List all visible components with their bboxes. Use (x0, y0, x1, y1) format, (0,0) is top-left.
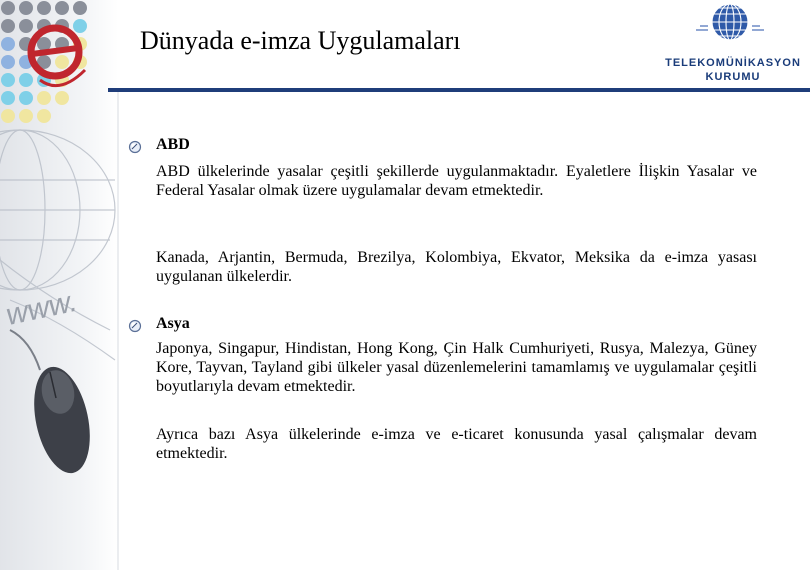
decorative-dot (1, 1, 15, 15)
decorative-dot (19, 73, 33, 87)
decorative-dot (19, 109, 33, 123)
section-heading-abd: ABD (156, 136, 190, 153)
decorative-dot (37, 91, 51, 105)
header-divider (108, 88, 810, 92)
decorative-dot (37, 1, 51, 15)
decorative-dot (55, 55, 69, 69)
page-title: Dünyada e-imza Uygulamaları (140, 26, 461, 55)
decorative-dot (55, 1, 69, 15)
decorative-dot (1, 37, 15, 51)
decorative-dot (55, 91, 69, 105)
decorative-dot (1, 109, 15, 123)
decorative-dot (19, 91, 33, 105)
section-asya-paragraph-2: Ayrıca bazı Asya ülkelerinde e-imza ve e-ticaret konusunda yasal çalışmalar devam etmektedir. (156, 426, 757, 462)
decorative-dot (19, 1, 33, 15)
section-abd-paragraph-1: ABD ülkelerinde yasalar çeşitli şekillerde uygulanmaktadır. Eyaletlere İlişkin Yasalar ve Federal Yasalar olmak üzere uygulamalar devam etmektedir. (156, 163, 757, 199)
decorative-dot (73, 1, 87, 15)
www-text: www. (3, 284, 81, 332)
decorative-dot (1, 91, 15, 105)
section-abd-paragraph-2: Kanada, Arjantin, Bermuda, Brezilya, Kolombiya, Ekvator, Meksika da e-imza yasası uygulanan ülkelerdir. (156, 249, 757, 285)
decorative-dot (1, 73, 15, 87)
decorative-dot (73, 19, 87, 33)
logo-text-line2: KURUMU (705, 71, 761, 83)
decorative-dot (19, 19, 33, 33)
logo-text-line1: TELEKOMÜNİKASYON (665, 57, 801, 69)
section-asya-paragraph-1: Japonya, Singapur, Hindistan, Hong Kong, Çin Halk Cumhuriyeti, Rusya, Malezya, Güney Kore, Tayvan, Tayland gibi ülkeler yasal düzenlemelerini tamamlamış ve uygulamalar çeşitli boyutlarıyla devam etmektedir. (156, 340, 757, 395)
section-heading-asya: Asya (156, 315, 190, 332)
decorative-dot (1, 19, 15, 33)
decorative-dot (1, 55, 15, 69)
bullet-icon (128, 140, 142, 154)
bullet-icon (128, 319, 142, 333)
decorative-dot (37, 109, 51, 123)
left-decoration (0, 0, 120, 570)
